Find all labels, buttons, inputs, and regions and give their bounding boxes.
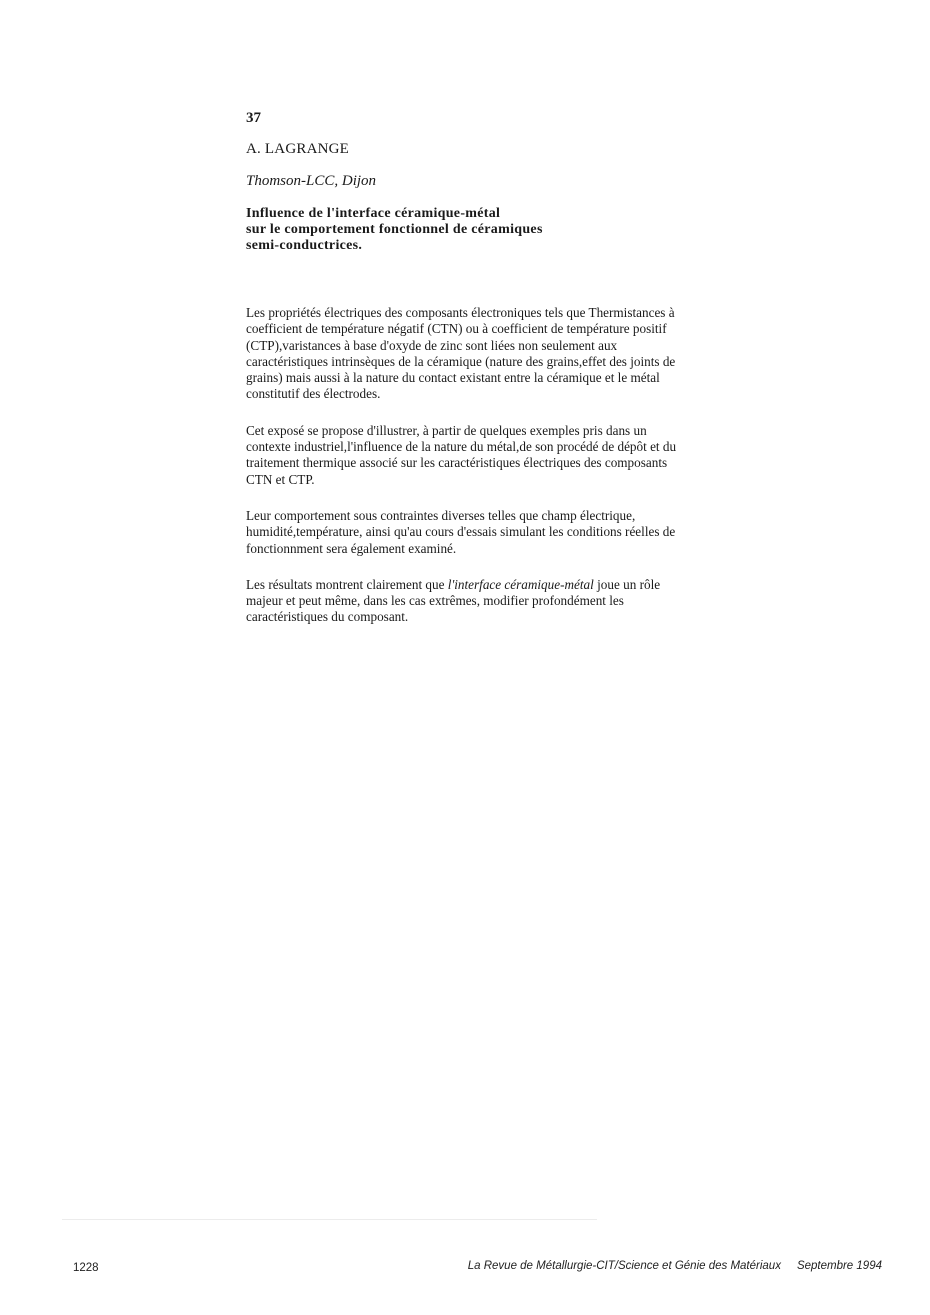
text-lead: Les résultats montrent clairement que: [246, 576, 448, 592]
text-line: [246, 577, 706, 593]
issue-date: Septembre 1994: [796, 1260, 882, 1272]
abstract-paragraph-3: [246, 508, 706, 557]
text-line: Leur comportement sous contraintes diverses telles que champ électrique,: [246, 507, 636, 523]
emphasized-term: l'interface céramique-métal: [447, 576, 594, 592]
text-line: constitutif des électrodes.: [246, 386, 381, 402]
text-line: majeur et peut même, dans les cas extrêmes, modifier profondément les: [246, 593, 624, 609]
footer-page-number: 1228: [73, 1262, 99, 1274]
abstract-paragraph-4: [246, 577, 706, 626]
abstract-body: [246, 305, 706, 646]
text-line: grains) mais aussi à la nature du contact existant entre la céramique et le métal: [246, 370, 660, 386]
text-line: contexte industriel,l'influence de la nature du métal,de son procédé de dépôt et du: [246, 439, 677, 455]
text-tail: joue un rôle: [593, 576, 661, 592]
title-line: Influence de l'interface céramique-métal: [246, 206, 501, 221]
text-line: (CTP),varistances à base d'oxyde de zinc sont liées non seulement aux: [246, 337, 618, 353]
paper-title: [246, 206, 686, 254]
footer-journal: [468, 1260, 882, 1272]
abstract-paragraph-2: [246, 423, 706, 488]
text-line: CTN et CTP.: [246, 471, 315, 487]
text-line: traitement thermique associé sur les caractéristiques électriques des composants: [246, 455, 668, 471]
text-line: humidité,température, ainsi qu'au cours d'essais simulant les conditions réelles de: [246, 524, 676, 540]
title-line: semi-conductrices.: [246, 238, 363, 253]
text-line: Cet exposé se propose d'illustrer, à partir de quelques exemples pris dans un: [246, 422, 647, 438]
text-line: caractéristiques du composant.: [246, 609, 409, 625]
abstract-paragraph-1: [246, 305, 706, 403]
text-line: coefficient de température négatif (CTN) ou à coefficient de température positif: [246, 321, 667, 337]
footer-divider: [62, 1219, 597, 1220]
text-line: Les propriétés électriques des composants électroniques tels que Thermistances à: [246, 305, 675, 320]
abstract-number: 37: [246, 110, 261, 126]
journal-name: La Revue de Métallurgie-CIT/Science et Génie des Matériaux: [467, 1260, 781, 1272]
title-line: sur le comportement fonctionnel de céramiques: [246, 222, 543, 237]
author-name: A. LAGRANGE: [246, 141, 350, 157]
text-line: fonctionnment sera également examiné.: [246, 540, 457, 556]
text-line: caractéristiques intrinsèques de la céramique (nature des grains,effet des joints de: [246, 353, 676, 369]
author-affiliation: Thomson-LCC, Dijon: [246, 173, 377, 189]
